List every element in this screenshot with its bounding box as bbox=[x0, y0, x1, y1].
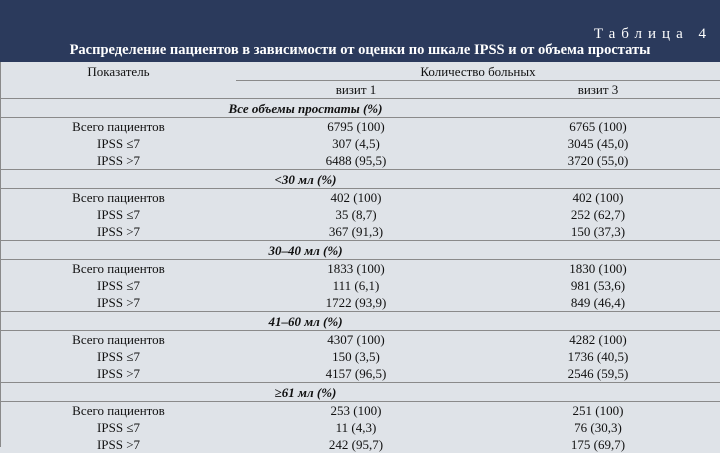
data-table bbox=[1, 62, 720, 453]
cell-visit3: 3720 (55,0) bbox=[567, 153, 629, 168]
section-title: 41–60 мл (%) bbox=[268, 313, 343, 329]
column-header-indicator: Показатель bbox=[87, 63, 150, 79]
table-row bbox=[1, 152, 720, 170]
cell-visit1: 111 (6,1) bbox=[332, 278, 380, 293]
row-label: IPSS ≤7 bbox=[97, 349, 140, 364]
cell-visit3: 1830 (100) bbox=[569, 261, 627, 276]
cell-visit1: 6488 (95,5) bbox=[325, 153, 387, 168]
column-header-count: Количество больных bbox=[420, 63, 536, 79]
table-row bbox=[1, 277, 720, 294]
row-label: IPSS >7 bbox=[96, 437, 141, 452]
section-title: <30 мл (%) bbox=[274, 171, 337, 187]
cell-visit3: 150 (37,3) bbox=[570, 224, 626, 239]
column-header-visit1: визит 1 bbox=[236, 81, 476, 99]
table-row bbox=[1, 223, 720, 241]
row-label: Всего пациентов bbox=[72, 261, 165, 276]
section-title: Все объемы простаты (%) bbox=[228, 100, 383, 116]
cell-visit1: 35 (8,7) bbox=[335, 207, 377, 222]
section-header-row bbox=[1, 241, 720, 260]
section-header-row bbox=[1, 99, 720, 118]
cell-visit3: 402 (100) bbox=[572, 190, 624, 205]
table-row bbox=[1, 419, 720, 436]
section-header-row bbox=[1, 170, 720, 189]
cell-visit1: 4307 (100) bbox=[327, 332, 385, 347]
row-label: IPSS >7 bbox=[96, 366, 141, 381]
section-header-row bbox=[1, 312, 720, 331]
table-row bbox=[1, 365, 720, 383]
cell-visit3: 251 (100) bbox=[572, 403, 624, 418]
row-label: Всего пациентов bbox=[72, 190, 165, 205]
cell-visit1: 11 (4,3) bbox=[335, 420, 377, 435]
column-subheader-empty bbox=[1, 81, 236, 99]
cell-visit1: 242 (95,7) bbox=[328, 437, 384, 452]
table-row bbox=[1, 260, 720, 278]
cell-visit1: 1833 (100) bbox=[327, 261, 385, 276]
table-row bbox=[1, 348, 720, 365]
column-header-row bbox=[1, 62, 720, 81]
cell-visit3: 2546 (59,5) bbox=[567, 366, 629, 381]
row-label: IPSS ≤7 bbox=[97, 278, 140, 293]
table-row bbox=[1, 189, 720, 207]
section-title: ≥61 мл (%) bbox=[274, 384, 337, 400]
column-header-visit3: визит 3 bbox=[476, 81, 720, 99]
table-row bbox=[1, 206, 720, 223]
data-table-container bbox=[0, 62, 720, 452]
row-label: IPSS >7 bbox=[96, 153, 141, 168]
cell-visit3: 4282 (100) bbox=[569, 332, 627, 347]
table-header bbox=[0, 0, 720, 62]
cell-visit1: 402 (100) bbox=[330, 190, 382, 205]
table-row bbox=[1, 118, 720, 136]
cell-visit3: 3045 (45,0) bbox=[567, 136, 629, 151]
cell-visit1: 150 (3,5) bbox=[332, 349, 380, 364]
row-label: IPSS ≤7 bbox=[97, 136, 140, 151]
row-label: IPSS >7 bbox=[96, 295, 141, 310]
cell-visit3: 252 (62,7) bbox=[570, 207, 626, 222]
row-label: IPSS >7 bbox=[96, 224, 141, 239]
table-row bbox=[1, 135, 720, 152]
cell-visit1: 307 (4,5) bbox=[332, 136, 380, 151]
cell-visit3: 175 (69,7) bbox=[570, 437, 626, 452]
cell-visit1: 6795 (100) bbox=[327, 119, 385, 134]
section-title: 30–40 мл (%) bbox=[268, 242, 343, 258]
table-title: Распределение пациентов в зависимости от оценки по шкале IPSS и от объема простаты bbox=[69, 42, 651, 58]
table-row bbox=[1, 294, 720, 312]
cell-visit3: 76 (30,3) bbox=[574, 420, 622, 435]
table-row bbox=[1, 436, 720, 453]
cell-visit1: 4157 (96,5) bbox=[325, 366, 387, 381]
row-label: Всего пациентов bbox=[72, 403, 165, 418]
cell-visit1: 367 (91,3) bbox=[328, 224, 384, 239]
column-subheader-row bbox=[1, 81, 720, 99]
row-label: Всего пациентов bbox=[72, 119, 165, 134]
row-label: IPSS ≤7 bbox=[97, 207, 140, 222]
table-row bbox=[1, 402, 720, 420]
cell-visit1: 1722 (93,9) bbox=[325, 295, 387, 310]
section-header-row bbox=[1, 383, 720, 402]
cell-visit3: 1736 (40,5) bbox=[567, 349, 629, 364]
cell-visit3: 981 (53,6) bbox=[570, 278, 626, 293]
table-row bbox=[1, 331, 720, 349]
row-label: Всего пациентов bbox=[72, 332, 165, 347]
row-label: IPSS ≤7 bbox=[97, 420, 140, 435]
table-number: Таблица 4 bbox=[593, 26, 712, 42]
cell-visit3: 849 (46,4) bbox=[570, 295, 626, 310]
cell-visit1: 253 (100) bbox=[330, 403, 382, 418]
cell-visit3: 6765 (100) bbox=[569, 119, 627, 134]
